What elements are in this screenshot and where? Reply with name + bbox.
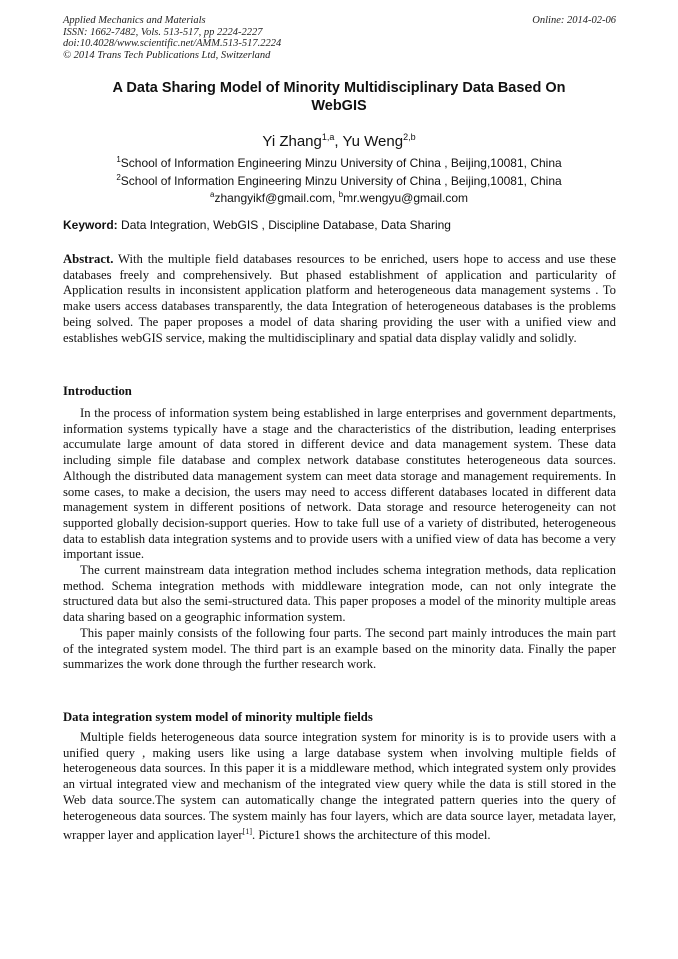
author-name: Yi Zhang (262, 133, 322, 150)
author-sup: 1,a (321, 132, 335, 142)
abstract-label: Abstract. (63, 252, 114, 266)
journal-header (63, 15, 616, 61)
affiliation-sup: 2 (116, 172, 121, 182)
keyword-line (63, 218, 616, 232)
affiliation-2 (0, 171, 678, 189)
paragraph (63, 730, 616, 844)
online-date: Online: 2014-02-06 (532, 15, 616, 26)
author-separator: , (334, 133, 343, 150)
email-address[interactable]: mr.wengyu@gmail.com (343, 191, 469, 205)
journal-issn: ISSN: 1662-7482, Vols. 513-517, pp 2224-2227 (63, 26, 263, 38)
journal-doi: doi:10.4028/www.scientific.net/AMM.513-517.2224 (63, 38, 282, 49)
citation-ref[interactable]: [1] (242, 827, 252, 837)
keyword-label: Keyword: (63, 218, 118, 232)
affiliation-1 (0, 153, 678, 171)
email-address[interactable]: zhangyikf@gmail.com (214, 191, 332, 205)
paragraph: This paper mainly consists of the following four parts. The second part mainly introduces the main part of the integrated system model. The third part is an example based on the minority data. Finally the paper summarizes the work done through the further research work. (63, 625, 616, 672)
section2-body (63, 730, 616, 844)
paragraph: The current mainstream data integration method includes schema integration methods, data replication method. Schema integration methods with middleware integration mode, can not only integrate the structured data but also the semi-structured data. This paper proposes a model of the minority multiple areas data sharing based on a geographic information system. (63, 563, 616, 625)
affiliation-text: School of Information Engineering Minzu University of China , Beijing,10081, China (120, 173, 562, 188)
paragraph-text: . Picture1 shows the architecture of this model. (251, 828, 491, 843)
paragraph-text: Multiple fields heterogeneous data source integration system for minority is is to provide users with a unified query , making users like using a large database system when involving multiple fields of heterogeneous data sources. In this paper it is a middleware method, which integrated system only provides an virtual integrated view and mechanism of the integrated view query while the data is still stored in the Web data source.The system can automatically change the integrated pattern queries into the query of heterogeneous data sources. The system mainly has four layers, which are data source layer, metadata layer, wrapper layer and application layer (63, 730, 616, 843)
author-name: Yu Weng (342, 133, 404, 150)
affiliations (0, 153, 678, 206)
paragraph: In the process of information system being established in large enterprises and government departments, information systems typically have a stage and the characteristics of the distribution, leading enterprises accumulate large amount of data stored in different device and data management system. These data including simple file database and complex network database constitutes heterogeneous data sources. Although the distributed data management system can meet data storage and management requirements. In some cases, to make a decision, the users may need to access different databases located in different data management system in different positions of network. Data storage and resource heterogeneity can not supported globally decision-support queries. How to take full use of a variety of distributed, heterogeneous data to establish data integration systems and to provide users with a unified view of data has become a very important issue. (63, 406, 616, 562)
introduction-body (63, 406, 616, 673)
author-line (0, 128, 678, 151)
affiliation-text: School of Information Engineering Minzu University of China , Beijing,10081, China (120, 156, 562, 170)
email-separator: , (332, 191, 339, 205)
journal-copyright: © 2014 Trans Tech Publications Ltd, Switzerland (63, 49, 271, 61)
email-sup: b (338, 190, 344, 199)
section-heading-introduction: Introduction (63, 384, 132, 398)
abstract (63, 252, 616, 346)
email-line (0, 188, 678, 206)
abstract-text: With the multiple field databases resources to be enriched, users hope to access and use these databases freely and comprehensively. But phased establishment of application and particularity of Application results in inconsistent application platform and heterogeneous data management systems . To make users access databases transparently, the data Integration of heterogeneous databases is the problems being solved. The paper proposes a model of data sharing providing the user with a unified view and establishes webGIS service, making the multidisciplinary and spatial data display validly and solidly. (63, 252, 616, 345)
affiliation-sup: 1 (116, 155, 121, 164)
section-heading-data-integration: Data integration system model of minority multiple fields (63, 710, 373, 724)
author-sup: 2,b (403, 132, 416, 142)
email-sup: a (209, 190, 215, 199)
journal-name: Applied Mechanics and Materials (63, 15, 206, 26)
paper-title: A Data Sharing Model of Minority Multidisciplinary Data Based On WebGIS (112, 80, 566, 114)
keyword-text: Data Integration, WebGIS , Discipline Database, Data Sharing (117, 218, 451, 232)
